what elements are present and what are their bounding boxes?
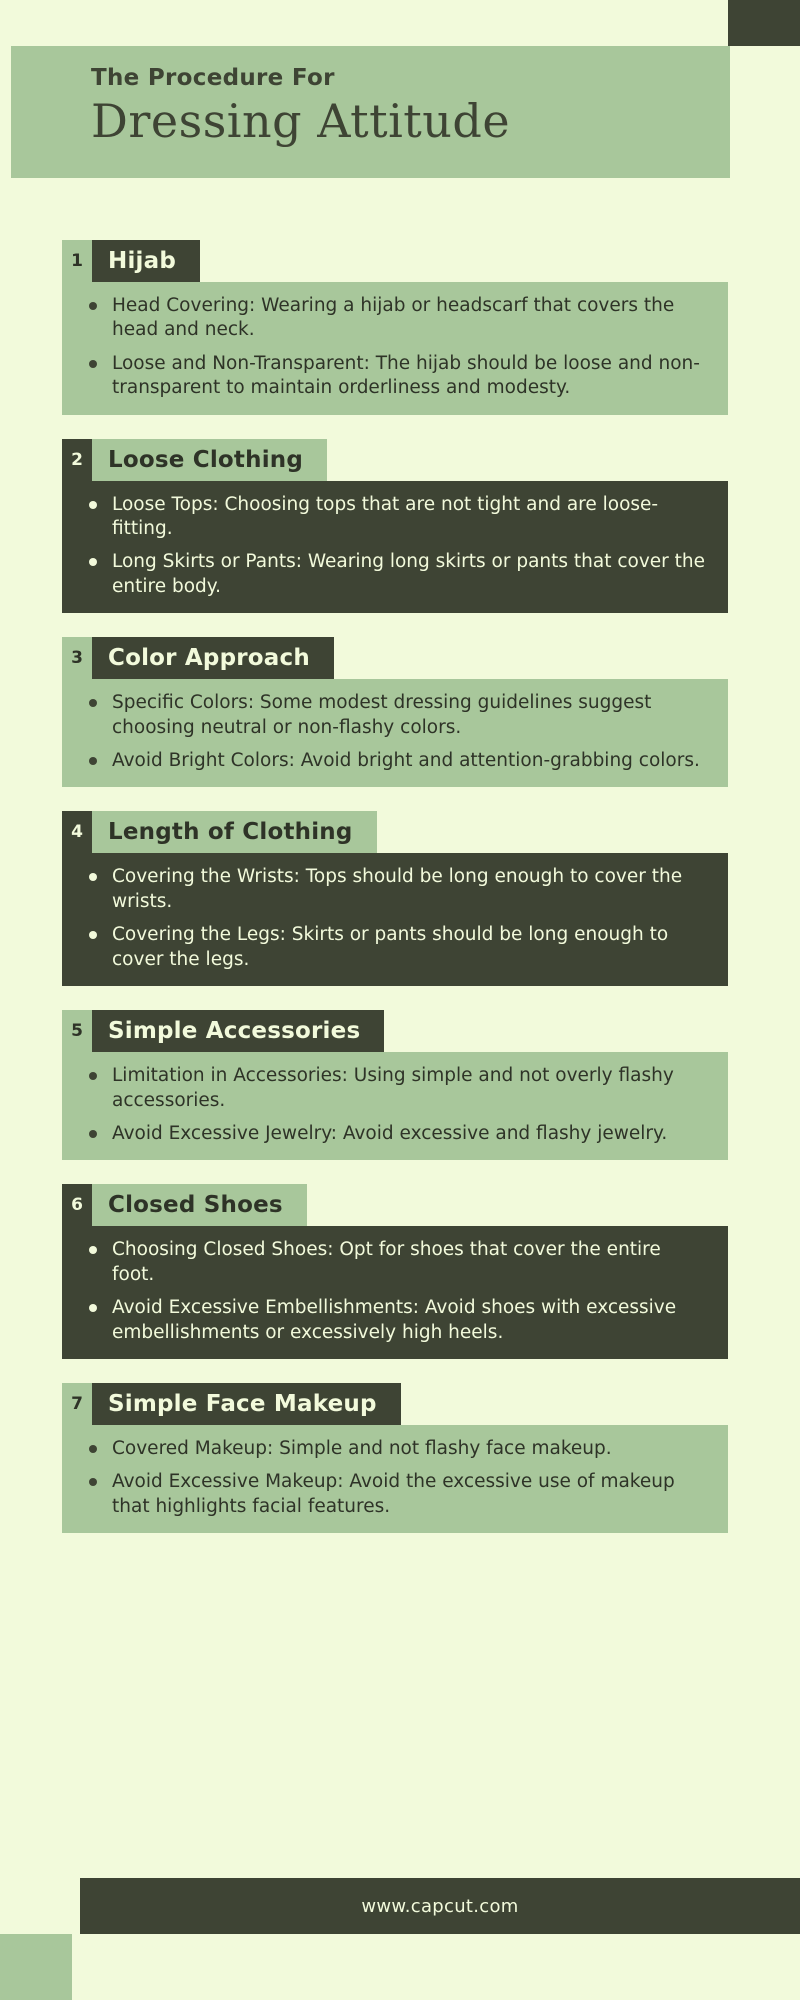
bullet-list xyxy=(80,1238,706,1345)
section-header xyxy=(71,439,728,481)
list-item xyxy=(80,1238,706,1287)
list-item-text: Avoid Bright Colors: Avoid bright and attention-grabbing colors. xyxy=(112,750,700,772)
list-item-text: Avoid Excessive Makeup: Avoid the excessive use of makeup that highlights facial features. xyxy=(112,1471,675,1517)
list-item-text: Avoid Excessive Jewelry: Avoid excessive and flashy jewelry. xyxy=(112,1122,668,1144)
section-body xyxy=(62,1425,728,1533)
header-subtitle: The Procedure For xyxy=(91,65,335,91)
section-header xyxy=(71,637,728,679)
list-item-text: Loose Tops: Choosing tops that are not tight and are loose-fitting. xyxy=(112,493,659,540)
bullet-dot-icon xyxy=(89,360,97,368)
section-body xyxy=(62,1052,728,1160)
list-item xyxy=(80,1470,706,1519)
section-body xyxy=(62,282,728,415)
bullet-list xyxy=(80,493,706,600)
list-item xyxy=(80,865,706,914)
section-title: Closed Shoes xyxy=(92,1184,307,1226)
bullet-list xyxy=(80,865,706,972)
list-item xyxy=(80,294,706,343)
bullet-dot-icon xyxy=(89,558,97,566)
section-body xyxy=(62,481,728,614)
bullet-dot-icon xyxy=(89,501,97,509)
list-item xyxy=(80,1296,706,1345)
section-number: 7 xyxy=(71,1393,83,1414)
list-item-text: Limitation in Accessories: Using simple and not overly flashy accessories. xyxy=(112,1065,674,1111)
list-item xyxy=(80,1064,706,1113)
section-5 xyxy=(0,1010,800,1160)
section-title: Color Approach xyxy=(92,637,334,679)
list-item-text: Avoid Excessive Embellishments: Avoid shoes with excessive embellishments or excessively high heels. xyxy=(112,1297,677,1343)
section-number: 6 xyxy=(71,1195,83,1216)
bullet-dot-icon xyxy=(89,1304,97,1312)
section-4 xyxy=(0,811,800,986)
top-right-corner-block xyxy=(728,0,800,46)
list-item-text: Covered Makeup: Simple and not flashy face makeup. xyxy=(112,1437,612,1459)
list-item-text: Covering the Wrists: Tops should be long enough to cover the wrists. xyxy=(112,866,683,912)
bullet-dot-icon xyxy=(89,1478,97,1486)
sections-list xyxy=(0,240,800,1557)
section-6 xyxy=(0,1184,800,1359)
list-item xyxy=(80,749,706,773)
bullet-dot-icon xyxy=(89,1130,97,1138)
bullet-dot-icon xyxy=(89,1246,97,1254)
bottom-left-corner-block xyxy=(0,1934,72,2000)
list-item xyxy=(80,691,706,740)
list-item xyxy=(80,352,706,401)
section-2 xyxy=(0,439,800,614)
section-title: Loose Clothing xyxy=(92,439,327,481)
section-header xyxy=(71,240,728,282)
list-item xyxy=(80,550,706,599)
list-item xyxy=(80,493,706,542)
section-body xyxy=(62,1226,728,1359)
list-item-text: Choosing Closed Shoes: Opt for shoes that cover the entire foot. xyxy=(112,1239,661,1285)
section-1 xyxy=(0,240,800,415)
section-3 xyxy=(0,637,800,787)
bullet-dot-icon xyxy=(89,757,97,765)
section-number: 5 xyxy=(71,1021,83,1042)
section-header xyxy=(71,1010,728,1052)
section-title: Simple Face Makeup xyxy=(92,1383,401,1425)
bullet-dot-icon xyxy=(89,699,97,707)
section-body xyxy=(62,679,728,787)
section-title: Hijab xyxy=(92,240,200,282)
bullet-dot-icon xyxy=(89,1445,97,1453)
section-header xyxy=(71,1184,728,1226)
footer-bar xyxy=(80,1878,800,1934)
list-item xyxy=(80,1122,706,1146)
list-item-text: Head Covering: Wearing a hijab or headscarf that covers the head and neck. xyxy=(112,295,675,341)
bullet-list xyxy=(80,294,706,401)
bullet-dot-icon xyxy=(89,302,97,310)
list-item-text: Long Skirts or Pants: Wearing long skirts or pants that cover the entire body. xyxy=(112,551,706,597)
bullet-dot-icon xyxy=(89,931,97,939)
section-header xyxy=(71,1383,728,1425)
section-title: Simple Accessories xyxy=(92,1010,384,1052)
section-body xyxy=(62,853,728,986)
footer-url: www.capcut.com xyxy=(361,1895,519,1917)
section-header xyxy=(71,811,728,853)
section-number: 3 xyxy=(71,648,83,669)
bullet-list xyxy=(80,1437,706,1519)
header-banner xyxy=(11,46,730,178)
list-item xyxy=(80,923,706,972)
list-item-text: Covering the Legs: Skirts or pants should be long enough to cover the legs. xyxy=(112,924,669,970)
bullet-list xyxy=(80,1064,706,1146)
list-item-text: Loose and Non-Transparent: The hijab should be loose and non-transparent to maintain orderliness and modesty. xyxy=(112,352,700,399)
section-number: 2 xyxy=(71,449,83,470)
list-item xyxy=(80,1437,706,1461)
list-item-text: Specific Colors: Some modest dressing guidelines suggest choosing neutral or non-flashy colors. xyxy=(112,692,652,738)
bullet-dot-icon xyxy=(89,873,97,881)
section-number: 1 xyxy=(71,251,83,271)
bullet-dot-icon xyxy=(89,1072,97,1080)
bullet-list xyxy=(80,691,706,773)
section-7 xyxy=(0,1383,800,1533)
section-title: Length of Clothing xyxy=(92,811,377,853)
section-number: 4 xyxy=(71,822,83,843)
page-title: Dressing Attitude xyxy=(91,94,511,149)
